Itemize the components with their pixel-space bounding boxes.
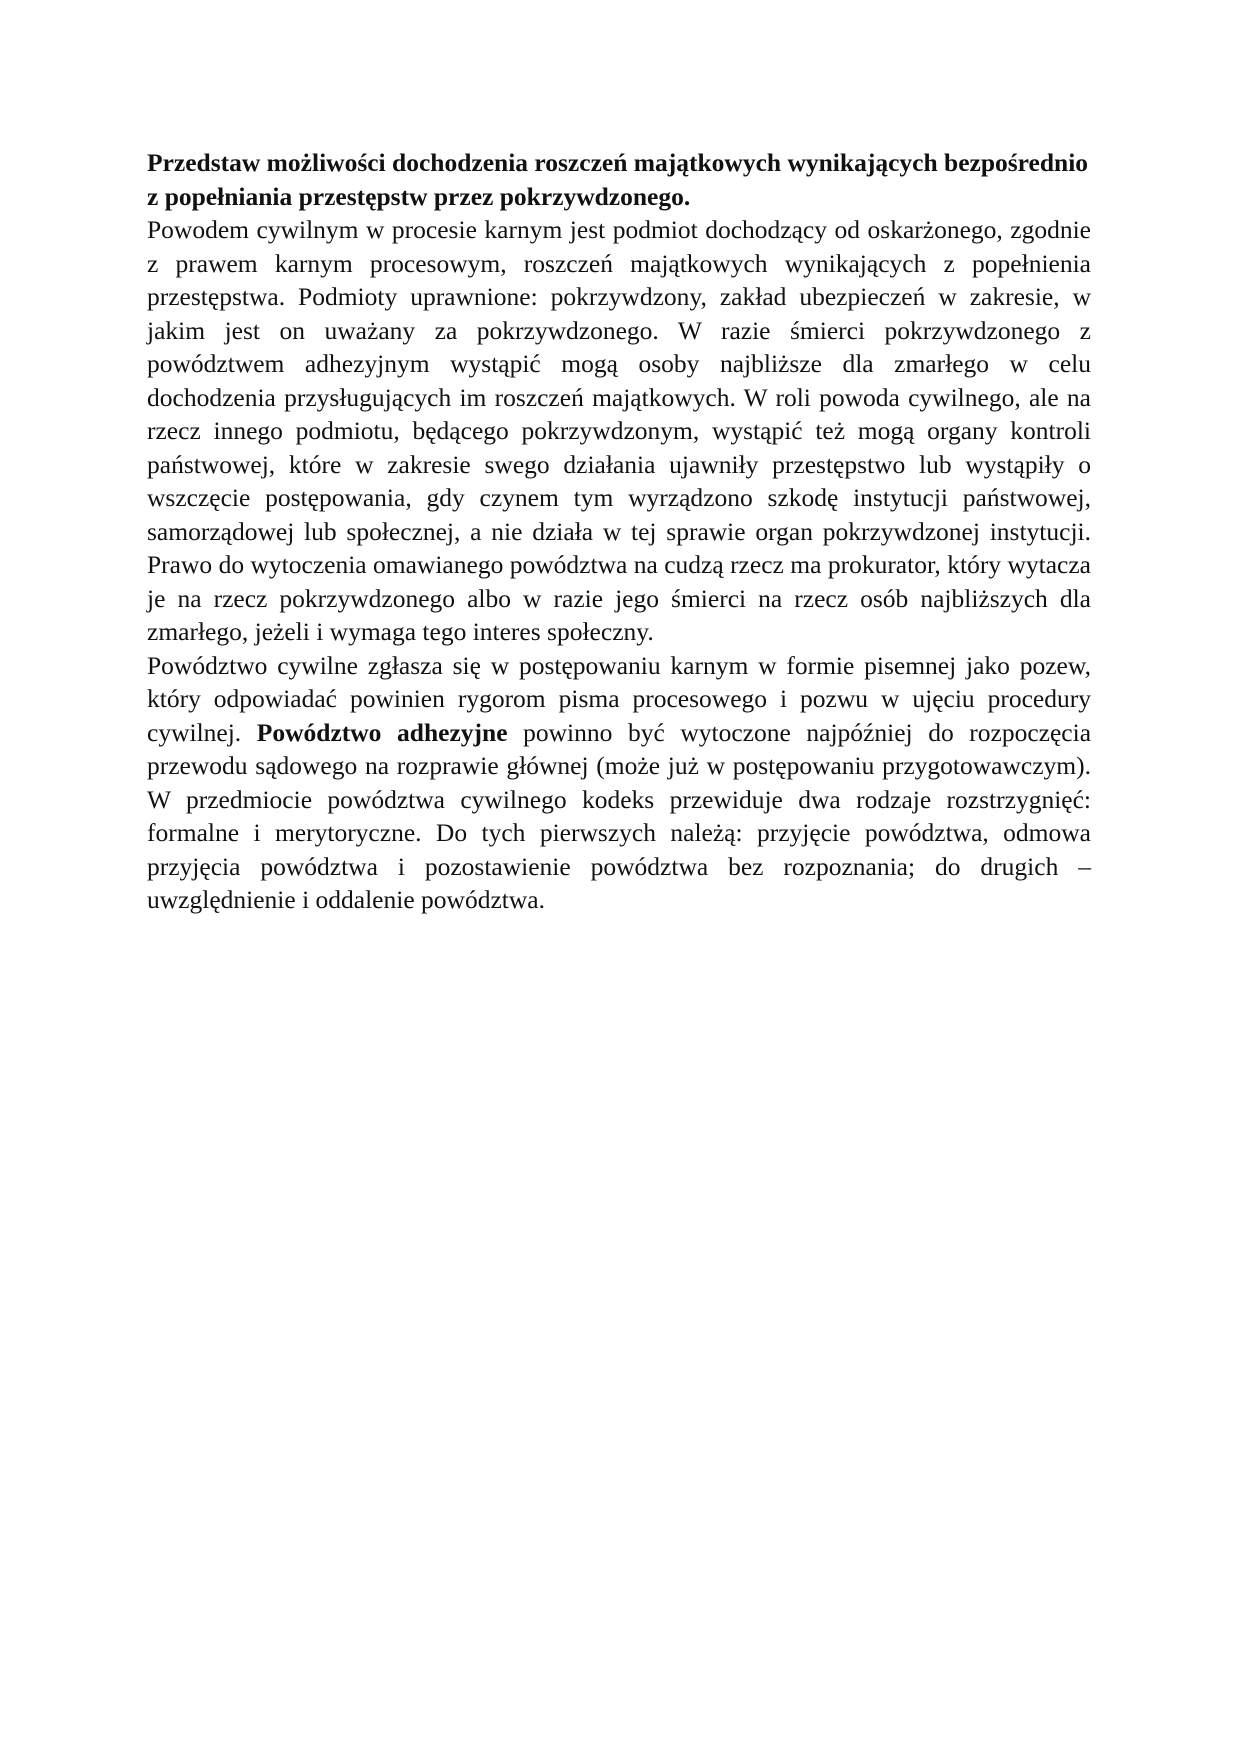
paragraph-text-part2: powinno być wytoczone najpóźniej do rozpoczęcia przewodu sądowego na rozprawie głównej (może już w postępowaniu przygotowawczym). W przedmiocie powództwa cywilnego kodeks przewiduje dwa rodzaje rozstrzygnięć: formalne i merytoryczne. Do tych pierwszych należą: przyjęcie powództwa, odmowa przyjęcia powództwa i pozostawienie powództwa bez rozpoznania; do drugich – uwzględnienie i oddalenie powództwa. [147, 717, 1092, 914]
bold-term-adhesive-action: Powództwo adhezyjne [256, 717, 508, 747]
document-body [147, 146, 1091, 917]
paragraph-civil-plaintiff: Powodem cywilnym w procesie karnym jest podmiot dochodzący od oskarżonego, zgodnie z prawem karnym procesowym, roszczeń majątkowych wynikających z popełnienia przestępstwa. Podmioty uprawnione: pokrzywdzony, zakład ubezpieczeń w zakresie, w jakim jest on uważany za pokrzywdzonego. W razie śmierci pokrzywdzonego z powództwem adhezyjnym wystąpić mogą osoby najbliższe dla zmarłego w celu dochodzenia przysługujących im roszczeń majątkowych. W roli powoda cywilnego, ale na rzecz innego podmiotu, będącego pokrzywdzonym, wystąpić też mogą organy kontroli państwowej, które w zakresie swego działania ujawniły przestępstwo lub wystąpiły o wszczęcie postępowania, gdy czynem tym wyrządzono szkodę instytucji państwowej, samorządowej lub społecznej, a nie działa w tej sprawie organ pokrzywdzonej instytucji. Prawo do wytoczenia omawianego powództwa na cudzą rzecz ma prokurator, który wytacza je na rzecz pokrzywdzonego albo w razie jego śmierci na rzecz osób najbliższych dla zmarłego, jeżeli i wymaga tego interes społeczny. [147, 215, 1091, 646]
paragraph-adhesive-action [147, 649, 1091, 917]
question-heading: Przedstaw możliwości dochodzenia roszczeń majątkowych wynikających bezpośrednio z popełniania przestępstw przez pokrzywdzonego. [147, 148, 1089, 211]
paragraph-text-part1: Powództwo cywilne zgłasza się w postępowaniu karnym w formie pisemnej jako pozew, który odpowiadać powinien rygorom pisma procesowego i pozwu w ujęciu procedury cywilnej. [147, 650, 1091, 747]
